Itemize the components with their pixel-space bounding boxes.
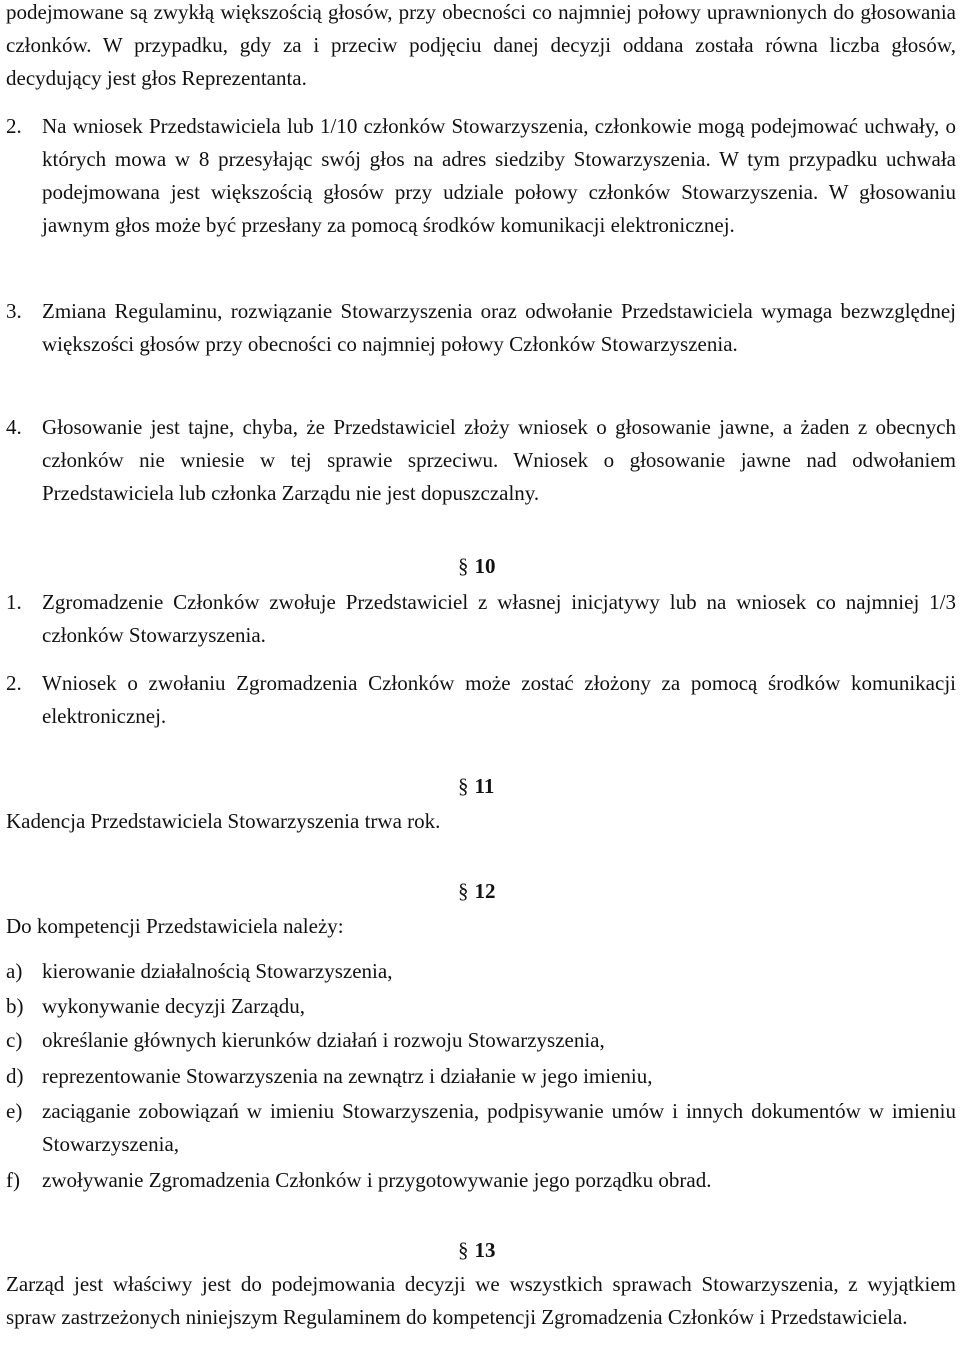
- list-item: [6, 110, 956, 242]
- section-number: 11: [474, 774, 495, 798]
- section-heading-12: [458, 875, 496, 908]
- item-text: zaciąganie zobowiązań w imieniu Stowarzyszenia, podpisywanie umów i innych dokumentów w imieniu Stowarzyszenia,: [42, 1099, 956, 1156]
- list-item: [6, 586, 956, 652]
- section-number: 12: [474, 879, 496, 903]
- item-number: 1.: [6, 590, 22, 614]
- section-number: 13: [474, 1238, 496, 1262]
- item-text: zwoływanie Zgromadzenia Członków i przygotowywanie jego porządku obrad.: [42, 1168, 712, 1192]
- section-number: 10: [474, 554, 496, 578]
- item-text: reprezentowanie Stowarzyszenia na zewnątrz i działanie w jego imieniu,: [42, 1064, 653, 1088]
- item-letter: e): [6, 1099, 23, 1123]
- continuation-paragraph: podejmowane są zwykłą większością głosów, przy obecności co najmniej połowy uprawnionych do głosowania członków. W przypadku, gdy za i przeciw podjęciu danej decyzji oddana została równa liczba głosów, decydujący jest głos Reprezentanta.: [6, 0, 956, 90]
- section-heading-11: [458, 770, 494, 803]
- item-number: 4.: [6, 415, 22, 439]
- item-text: Na wniosek Przedstawiciela lub 1/10 członków Stowarzyszenia, członkowie mogą podejmować uchwały, o których mowa w 8 przesyłając swój głos na adres siedziby Stowarzyszenia. W tym przypadku uchwała podejmowana jest większością głosów przy udziale połowy członków Stowarzyszenia. W głosowaniu jawnym głos może być przesłany za pomocą środków komunikacji elektronicznej.: [42, 114, 956, 237]
- list-item: [6, 1024, 956, 1057]
- list-item: [6, 1060, 956, 1093]
- item-number: 2.: [6, 114, 22, 138]
- section-12-intro: Do kompetencji Przedstawiciela należy:: [6, 914, 344, 938]
- item-text: Zgromadzenie Członków zwołuje Przedstawiciel z własnej inicjatywy lub na wniosek co najmniej 1/3 członków Stowarzyszenia.: [42, 590, 956, 647]
- list-item: [6, 1164, 956, 1197]
- section-heading-13: [458, 1234, 496, 1267]
- section-symbol: §: [458, 879, 469, 903]
- list-item: [6, 955, 956, 988]
- item-letter: f): [6, 1168, 20, 1192]
- item-text: określanie głównych kierunków działań i rozwoju Stowarzyszenia,: [42, 1028, 605, 1052]
- item-letter: b): [6, 994, 24, 1018]
- item-letter: c): [6, 1028, 23, 1052]
- section-11-text: Kadencja Przedstawiciela Stowarzyszenia trwa rok.: [6, 809, 441, 833]
- list-item: [6, 295, 956, 361]
- item-text: kierowanie działalnością Stowarzyszenia,: [42, 959, 393, 983]
- item-text: Zmiana Regulaminu, rozwiązanie Stowarzyszenia oraz odwołanie Przedstawiciela wymaga bezwzględnej większości głosów przy obecności co najmniej połowy Członków Stowarzyszenia.: [42, 299, 956, 356]
- section-symbol: §: [458, 554, 469, 578]
- list-item: [6, 411, 956, 510]
- section-symbol: §: [458, 1238, 469, 1262]
- item-letter: d): [6, 1064, 24, 1088]
- section-heading-10: [458, 550, 496, 583]
- item-text: Głosowanie jest tajne, chyba, że Przedstawiciel złoży wniosek o głosowanie jawne, a żaden z obecnych członków nie wniesie w tej sprawie sprzeciwu. Wniosek o głosowanie jawne nad odwołaniem Przedstawiciela lub członka Zarządu nie jest dopuszczalny.: [42, 415, 956, 505]
- list-item: [6, 1095, 956, 1161]
- list-item: [6, 990, 956, 1023]
- section-symbol: §: [458, 774, 469, 798]
- item-text: Wniosek o zwołaniu Zgromadzenia Członków może zostać złożony za pomocą środków komunikacji elektronicznej.: [42, 671, 956, 728]
- item-number: 2.: [6, 671, 22, 695]
- list-item: [6, 667, 956, 733]
- section-13-text: Zarząd jest właściwy jest do podejmowania decyzji we wszystkich sprawach Stowarzyszenia, z wyjątkiem spraw zastrzeżonych niniejszym Regulaminem do kompetencji Zgromadzenia Członków i Przedstawiciela.: [6, 1272, 956, 1329]
- item-number: 3.: [6, 299, 22, 323]
- item-text: wykonywanie decyzji Zarządu,: [42, 994, 305, 1018]
- item-letter: a): [6, 959, 23, 983]
